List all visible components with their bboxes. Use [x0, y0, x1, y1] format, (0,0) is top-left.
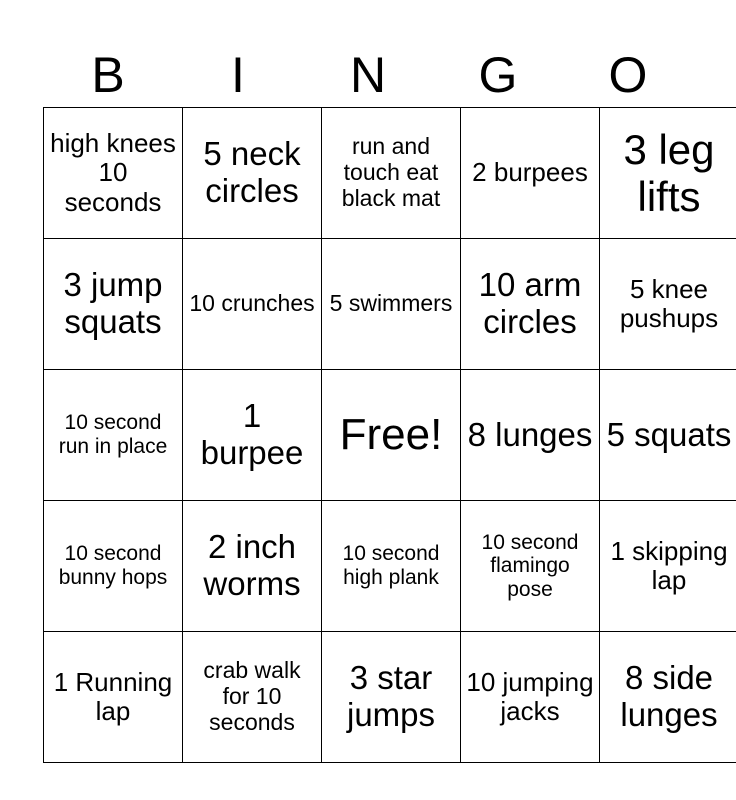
bingo-cell[interactable]: 10 second high plank [322, 501, 461, 632]
bingo-cell[interactable]: run and touch eat black mat [322, 108, 461, 239]
bingo-cell[interactable]: 10 crunches [183, 239, 322, 370]
bingo-row [44, 370, 736, 501]
header-letter-i: I [231, 47, 245, 103]
bingo-cell[interactable]: 8 lunges [461, 370, 600, 501]
header-letter-g: G [478, 47, 518, 103]
bingo-row [44, 501, 736, 632]
bingo-cell[interactable]: 1 skipping lap [600, 501, 736, 632]
bingo-cell[interactable]: 10 arm circles [461, 239, 600, 370]
bingo-header [43, 42, 693, 108]
bingo-cell[interactable]: 3 star jumps [322, 632, 461, 763]
bingo-cell[interactable]: 10 second bunny hops [44, 501, 183, 632]
bingo-cell[interactable]: 10 jumping jacks [461, 632, 600, 763]
header-letter-b: B [91, 47, 125, 103]
bingo-cell[interactable]: 1 burpee [183, 370, 322, 501]
bingo-cell[interactable]: 1 Running lap [44, 632, 183, 763]
bingo-cell[interactable]: high knees 10 seconds [44, 108, 183, 239]
bingo-cell[interactable]: 3 jump squats [44, 239, 183, 370]
bingo-cell[interactable]: 3 leg lifts [600, 108, 736, 239]
bingo-row [44, 108, 736, 239]
header-letter-o: O [608, 47, 648, 103]
bingo-cell[interactable]: 5 knee pushups [600, 239, 736, 370]
bingo-cell[interactable]: 2 inch worms [183, 501, 322, 632]
bingo-row [44, 632, 736, 763]
header-letter-n: N [349, 47, 387, 103]
free-space-cell[interactable]: Free! [322, 370, 461, 501]
bingo-cell[interactable]: 8 side lunges [600, 632, 736, 763]
bingo-cell[interactable]: 5 swimmers [322, 239, 461, 370]
bingo-cell[interactable]: 10 second flamingo pose [461, 501, 600, 632]
bingo-cell[interactable]: 5 squats [600, 370, 736, 501]
bingo-cell[interactable]: 5 neck circles [183, 108, 322, 239]
bingo-cell[interactable]: crab walk for 10 seconds [183, 632, 322, 763]
bingo-grid [43, 107, 736, 763]
bingo-row [44, 239, 736, 370]
bingo-cell[interactable]: 2 burpees [461, 108, 600, 239]
bingo-cell[interactable]: 10 second run in place [44, 370, 183, 501]
